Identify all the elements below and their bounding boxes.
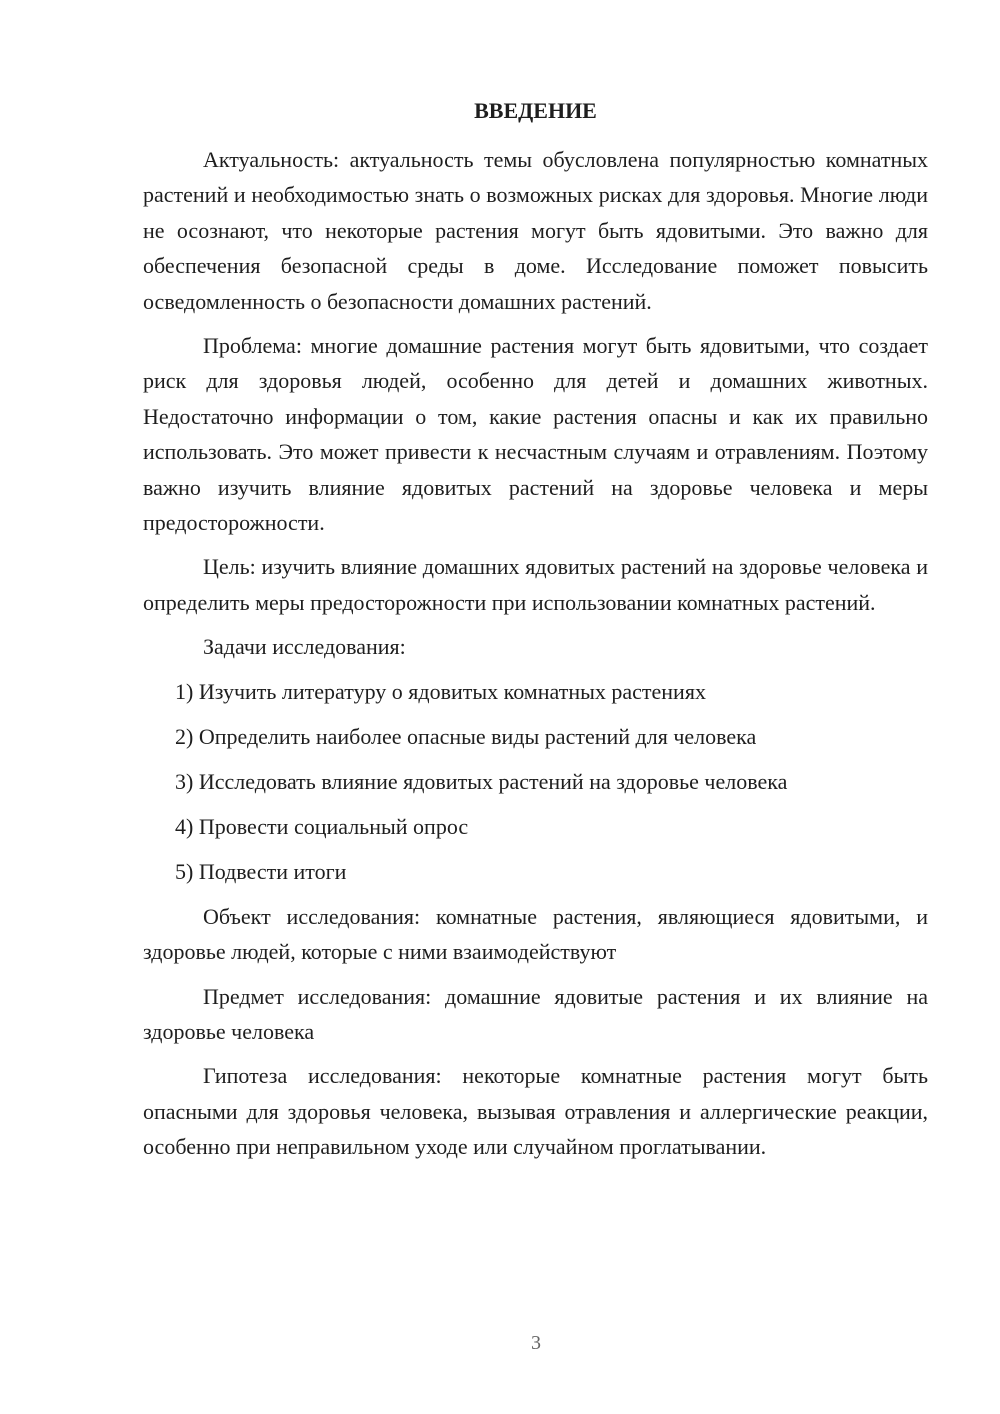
task-item-1: 1) Изучить литературу о ядовитых комнатных растениях (175, 678, 706, 704)
task-item-2: 2) Определить наиболее опасные виды растений для человека (175, 723, 757, 749)
hypothesis-paragraph: Гипотеза исследования: некоторые комнатные растения могут быть опасными для здоровья человека, вызывая отравления и аллергические реакции, особенно при неправильном уходе или случайном проглатывании. (143, 1063, 928, 1160)
relevance-paragraph: Актуальность: актуальность темы обусловлена популярностью комнатных растений и необходимостью знать о возможных рисках для здоровья. Многие люди не осознают, что некоторые растения могут быть ядовитыми. Это важно для обеспечения безопасной среды в доме. Исследование поможет повысить осведомленность о безопасности домашних растений. (143, 147, 928, 314)
subject-paragraph: Предмет исследования: домашние ядовитые растения и их влияние на здоровье человека (143, 983, 928, 1044)
section-title: ВВЕДЕНИЕ (474, 98, 597, 123)
page-number: 3 (531, 1332, 541, 1354)
tasks-list (143, 674, 928, 889)
task-item-4: 4) Провести социальный опрос (175, 813, 469, 839)
problem-paragraph: Проблема: многие домашние растения могут быть ядовитыми, что создает риск для здоровья людей, особенно для детей и домашних животных. Недостаточно информации о том, какие растения опасны и как их правильно использовать. Это может привести к несчастным случаям и отравлениям. Поэтому важно изучить влияние ядовитых растений на здоровье человека и меры предосторожности. (143, 333, 928, 536)
goal-paragraph: Цель: изучить влияние домашних ядовитых растений на здоровье человека и определить меры предосторожности при использовании комнатных растений. (143, 554, 928, 615)
document-page (143, 92, 928, 1174)
task-item-3: 3) Исследовать влияние ядовитых растений на здоровье человека (175, 768, 788, 794)
task-item-5: 5) Подвести итоги (175, 858, 347, 884)
tasks-heading: Задачи исследования: (203, 634, 406, 660)
object-paragraph: Объект исследования: комнатные растения, являющиеся ядовитыми, и здоровье людей, которые с ними взаимодействуют (143, 903, 928, 965)
